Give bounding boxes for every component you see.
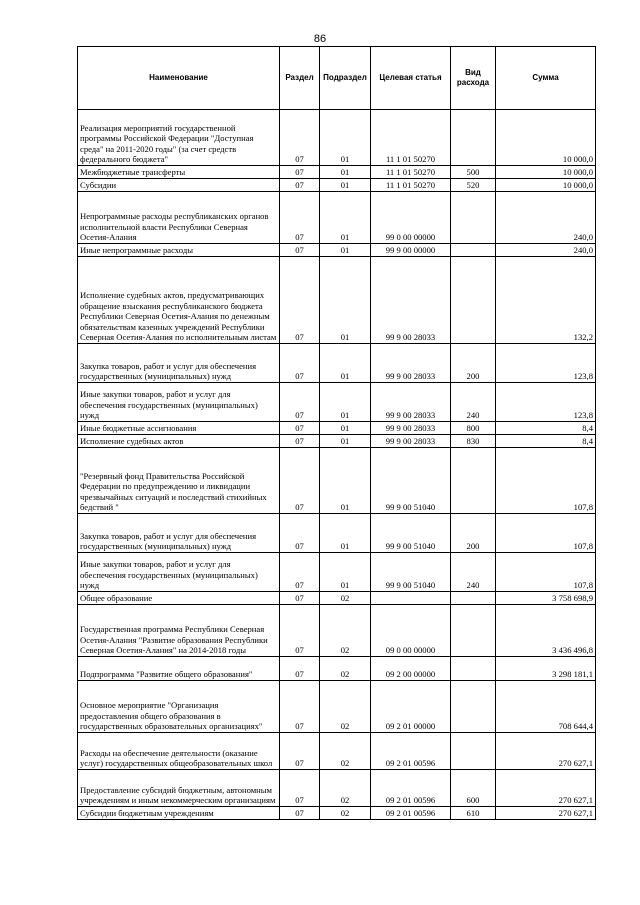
cell-section: 07 xyxy=(280,657,320,681)
cell-subsection: 02 xyxy=(320,681,371,733)
cell-section: 07 xyxy=(280,592,320,605)
cell-name: Межбюджетные трансферты xyxy=(78,166,280,179)
cell-target: 99 9 00 28033 xyxy=(371,383,451,422)
cell-name: Реализация мероприятий государственной программы Российской Федерации "Доступная среда" на 2011-2020 годы" (за счет средств федерального бюджета" xyxy=(78,110,280,166)
cell-section: 07 xyxy=(280,770,320,807)
cell-expense-type: 520 xyxy=(451,179,496,192)
cell-subsection: 01 xyxy=(320,110,371,166)
cell-expense-type xyxy=(451,592,496,605)
cell-target: 09 2 01 00596 xyxy=(371,807,451,820)
cell-amount: 8,4 xyxy=(496,435,596,448)
cell-amount: 132,2 xyxy=(496,257,596,344)
table-row xyxy=(78,110,596,166)
cell-section: 07 xyxy=(280,179,320,192)
cell-name: Непрограммные расходы республиканских органов исполнительной власти Республики Северная Осетия-Алания xyxy=(78,192,280,244)
cell-subsection: 01 xyxy=(320,553,371,592)
table-row xyxy=(78,422,596,435)
cell-subsection: 01 xyxy=(320,179,371,192)
cell-subsection: 02 xyxy=(320,605,371,657)
cell-section: 07 xyxy=(280,244,320,257)
cell-target: 11 1 01 50270 xyxy=(371,166,451,179)
cell-name: Закупка товаров, работ и услуг для обеспечения государственных (муниципальных) нужд xyxy=(78,514,280,553)
cell-amount: 123,8 xyxy=(496,344,596,383)
header-amount: Сумма xyxy=(496,47,596,110)
cell-subsection: 02 xyxy=(320,733,371,770)
cell-target: 99 9 00 51040 xyxy=(371,553,451,592)
cell-expense-type xyxy=(451,733,496,770)
cell-amount: 240,0 xyxy=(496,244,596,257)
cell-subsection: 02 xyxy=(320,807,371,820)
cell-subsection: 01 xyxy=(320,422,371,435)
cell-amount: 10 000,0 xyxy=(496,166,596,179)
cell-subsection: 01 xyxy=(320,383,371,422)
cell-name: Подпрограмма "Развитие общего образования" xyxy=(78,657,280,681)
table-body xyxy=(78,110,596,820)
cell-subsection: 01 xyxy=(320,514,371,553)
cell-section: 07 xyxy=(280,257,320,344)
cell-name: Исполнение судебных актов xyxy=(78,435,280,448)
cell-section: 07 xyxy=(280,553,320,592)
cell-section: 07 xyxy=(280,192,320,244)
table-row xyxy=(78,733,596,770)
cell-name: Расходы на обеспечение деятельности (оказание услуг) государственных общеобразовательных школ xyxy=(78,733,280,770)
cell-target: 99 9 00 51040 xyxy=(371,514,451,553)
cell-expense-type: 600 xyxy=(451,770,496,807)
table-row xyxy=(78,383,596,422)
cell-expense-type: 800 xyxy=(451,422,496,435)
cell-name: Закупка товаров, работ и услуг для обеспечения государственных (муниципальных) нужд xyxy=(78,344,280,383)
cell-target: 99 9 00 51040 xyxy=(371,448,451,514)
cell-section: 07 xyxy=(280,681,320,733)
cell-expense-type xyxy=(451,244,496,257)
cell-section: 07 xyxy=(280,383,320,422)
table-row xyxy=(78,770,596,807)
cell-expense-type: 200 xyxy=(451,514,496,553)
cell-amount: 123,8 xyxy=(496,383,596,422)
table-row xyxy=(78,257,596,344)
cell-expense-type xyxy=(451,657,496,681)
cell-name: Субсидии бюджетным учреждениям xyxy=(78,807,280,820)
cell-amount: 107,8 xyxy=(496,448,596,514)
budget-table xyxy=(77,46,596,820)
table-row xyxy=(78,657,596,681)
cell-expense-type xyxy=(451,110,496,166)
cell-amount: 10 000,0 xyxy=(496,179,596,192)
cell-target: 09 0 00 00000 xyxy=(371,605,451,657)
cell-section: 07 xyxy=(280,514,320,553)
cell-subsection: 02 xyxy=(320,657,371,681)
cell-expense-type xyxy=(451,192,496,244)
table-header-row xyxy=(78,47,596,110)
cell-section: 07 xyxy=(280,807,320,820)
cell-amount: 270 627,1 xyxy=(496,733,596,770)
cell-subsection: 01 xyxy=(320,435,371,448)
cell-target: 09 2 01 00596 xyxy=(371,770,451,807)
cell-amount: 8,4 xyxy=(496,422,596,435)
cell-subsection: 01 xyxy=(320,257,371,344)
cell-expense-type: 830 xyxy=(451,435,496,448)
header-target: Целевая статья xyxy=(371,47,451,110)
cell-target: 99 0 00 00000 xyxy=(371,192,451,244)
cell-amount: 240,0 xyxy=(496,192,596,244)
cell-amount: 270 627,1 xyxy=(496,770,596,807)
table-row xyxy=(78,179,596,192)
cell-target: 99 9 00 28033 xyxy=(371,435,451,448)
cell-target: 99 9 00 28033 xyxy=(371,344,451,383)
cell-subsection: 01 xyxy=(320,244,371,257)
table-row xyxy=(78,448,596,514)
cell-amount: 708 644,4 xyxy=(496,681,596,733)
table-row xyxy=(78,553,596,592)
table-row xyxy=(78,514,596,553)
cell-expense-type: 240 xyxy=(451,383,496,422)
cell-subsection: 02 xyxy=(320,592,371,605)
cell-expense-type xyxy=(451,605,496,657)
cell-section: 07 xyxy=(280,435,320,448)
header-expense-type: Вид расхода xyxy=(451,47,496,110)
cell-name: Иные бюджетные ассигнования xyxy=(78,422,280,435)
cell-expense-type xyxy=(451,257,496,344)
table-row xyxy=(78,681,596,733)
cell-target xyxy=(371,592,451,605)
cell-target: 09 2 00 00000 xyxy=(371,657,451,681)
cell-section: 07 xyxy=(280,166,320,179)
cell-name: Иные закупки товаров, работ и услуг для обеспечения государственных (муниципальных) нужд xyxy=(78,383,280,422)
cell-expense-type: 500 xyxy=(451,166,496,179)
table-row xyxy=(78,807,596,820)
table-row xyxy=(78,605,596,657)
cell-section: 07 xyxy=(280,733,320,770)
cell-amount: 107,8 xyxy=(496,553,596,592)
cell-target: 11 1 01 50270 xyxy=(371,179,451,192)
cell-subsection: 01 xyxy=(320,344,371,383)
cell-expense-type xyxy=(451,681,496,733)
cell-section: 07 xyxy=(280,422,320,435)
cell-section: 07 xyxy=(280,605,320,657)
cell-name: Субсидии xyxy=(78,179,280,192)
cell-section: 07 xyxy=(280,344,320,383)
cell-target: 09 2 01 00000 xyxy=(371,681,451,733)
cell-expense-type: 240 xyxy=(451,553,496,592)
table-row xyxy=(78,344,596,383)
cell-name: Иные закупки товаров, работ и услуг для обеспечения государственных (муниципальных) нужд xyxy=(78,553,280,592)
table-row xyxy=(78,435,596,448)
table-row xyxy=(78,592,596,605)
cell-section: 07 xyxy=(280,110,320,166)
header-section: Раздел xyxy=(280,47,320,110)
cell-name: Основное мероприятие "Организация предоставления общего образования в государственных образовательных организациях" xyxy=(78,681,280,733)
cell-amount: 3 758 698,9 xyxy=(496,592,596,605)
cell-subsection: 02 xyxy=(320,770,371,807)
page-number: 86 xyxy=(313,33,327,45)
cell-name: "Резервный фонд Правительства Российской Федерации по предупреждению и ликвидации чрезвычайных ситуаций и последствий стихийных бедствий " xyxy=(78,448,280,514)
cell-subsection: 01 xyxy=(320,166,371,179)
header-name: Наименование xyxy=(78,47,280,110)
cell-amount: 3 436 496,8 xyxy=(496,605,596,657)
cell-target: 99 9 00 28033 xyxy=(371,257,451,344)
cell-amount: 270 627,1 xyxy=(496,807,596,820)
table-row xyxy=(78,192,596,244)
cell-subsection: 01 xyxy=(320,448,371,514)
table-row xyxy=(78,166,596,179)
cell-target: 09 2 01 00596 xyxy=(371,733,451,770)
cell-subsection: 01 xyxy=(320,192,371,244)
cell-amount: 10 000,0 xyxy=(496,110,596,166)
header-subsection: Подраздел xyxy=(320,47,371,110)
table-row xyxy=(78,244,596,257)
cell-amount: 3 298 181,1 xyxy=(496,657,596,681)
cell-name: Иные непрограммные расходы xyxy=(78,244,280,257)
cell-amount: 107,8 xyxy=(496,514,596,553)
cell-name: Предоставление субсидий бюджетным, автономным учреждениям и иным некоммерческим организациям xyxy=(78,770,280,807)
cell-section: 07 xyxy=(280,448,320,514)
cell-name: Исполнение судебных актов, предусматривающих обращение взыскания республиканского бюджета Республики Северная Осетия-Алания по денежным обязательствам казенных учреждений Республики Северная Осетия-Алания по исполнительным листам xyxy=(78,257,280,344)
cell-target: 99 9 00 00000 xyxy=(371,244,451,257)
cell-target: 99 9 00 28033 xyxy=(371,422,451,435)
cell-target: 11 1 01 50270 xyxy=(371,110,451,166)
cell-name: Государственная программа Республики Северная Осетия-Алания "Развитие образования Республики Северная Осетия-Алания" на 2014-2018 годы xyxy=(78,605,280,657)
cell-expense-type: 200 xyxy=(451,344,496,383)
cell-name: Общее образование xyxy=(78,592,280,605)
cell-expense-type: 610 xyxy=(451,807,496,820)
cell-expense-type xyxy=(451,448,496,514)
